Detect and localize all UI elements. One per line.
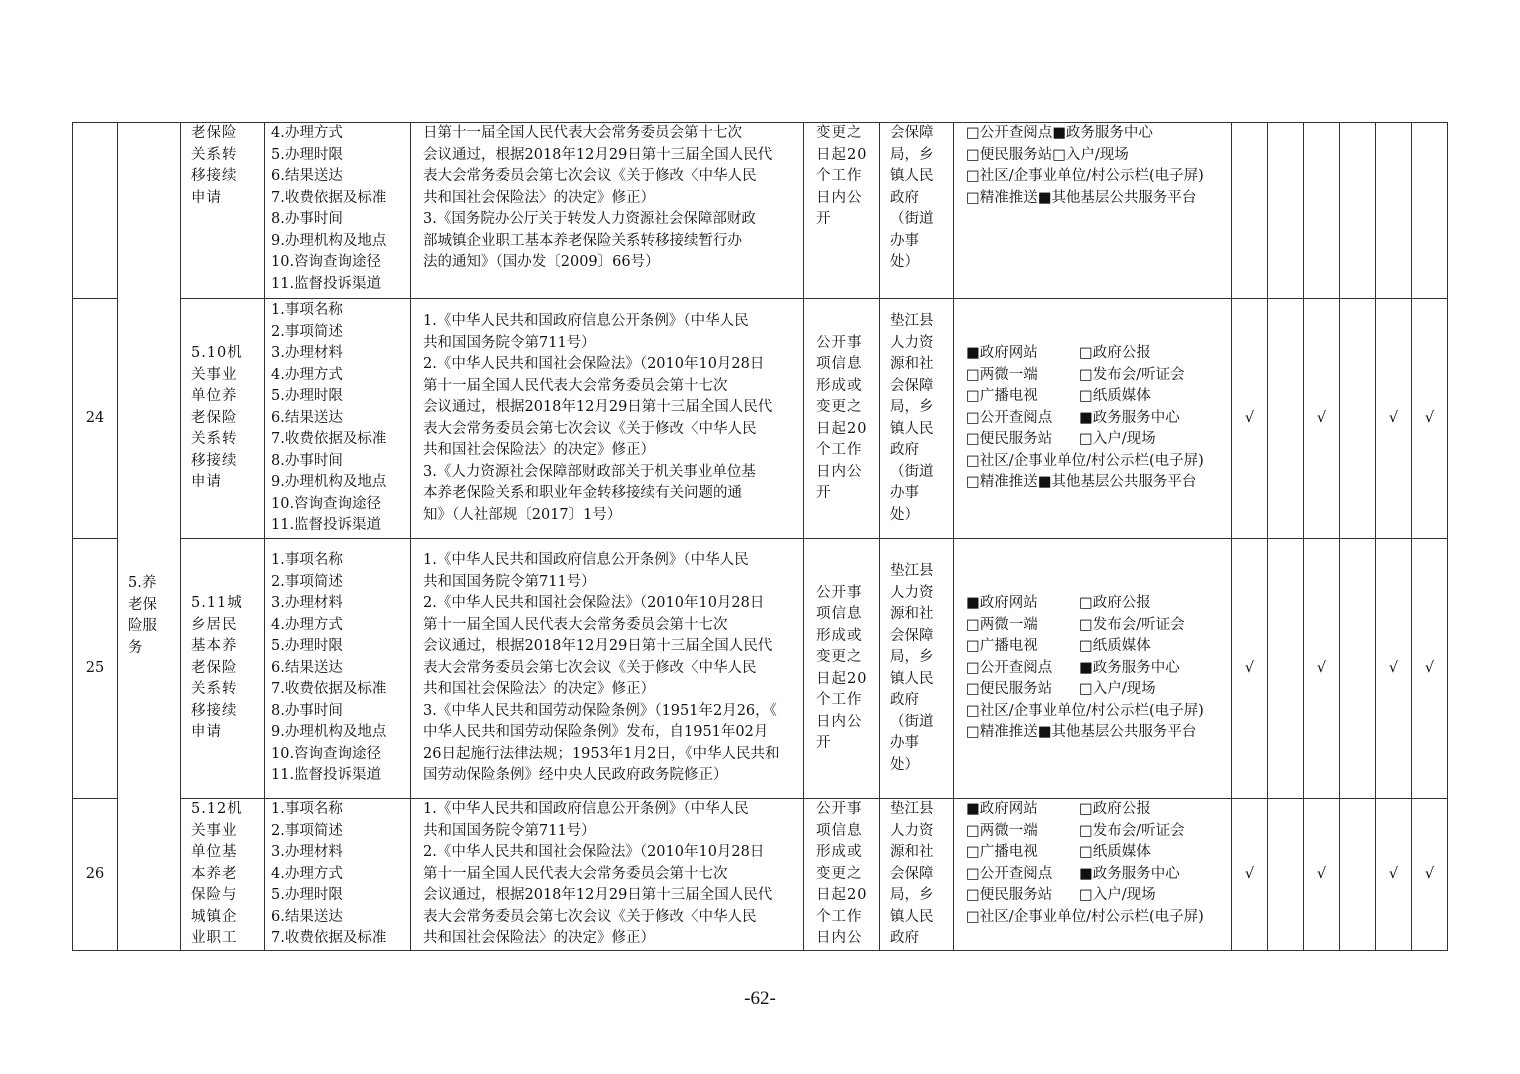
channel-option-line: □精准推送■其他基层公共服务平台 [966,474,1197,491]
checkmark-cell: √ [1304,299,1340,539]
checkmark-cell [1340,299,1376,539]
responsible-body-cell: 垫江县 人力资 源和社 会保障 局，乡 镇人民 政府 （街道 办事 处） [880,539,954,799]
checkmark-cell [1304,123,1340,299]
responsible-body-cell: 会保障 局，乡 镇人民 政府 （街道 办事 处） [880,123,954,299]
channel-option-pair: ■政府网站 □政府公报 [966,801,1151,817]
checkmark-cell: √ [1412,299,1448,539]
checkmark-cell [1268,123,1304,299]
publication-channels-cell [954,799,1232,951]
legal-basis-cell: 1.《中华人民共和国政府信息公开条例》（中华人民 共和国国务院令第711号） 2.《中华人民共和国社会保险法》（2010年10月28日 第十一届全国人民代表大会常务委员会第十七次 会议通过，根据2018年12月29日第十三届全国人民代 表大会常务委员会第七次会议《关于修改〈中华人民 共和国社会保险法〉的决定》修正） [411,799,804,951]
channel-option-pair: □广播电视 □纸质媒体 [966,844,1151,860]
publication-channels-cell [954,299,1232,539]
responsible-body-cell: 垫江县 人力资 源和社 会保障 局，乡 镇人民 政府 [880,799,954,951]
checkmark-cell [1340,123,1376,299]
channel-option-line: □社区/企事业单位/村公示栏(电子屏) [966,168,1204,184]
channel-option-pair: □便民服务站 □入户/现场 [966,431,1156,448]
checkmark-cell: √ [1376,539,1412,799]
checkmark-cell: √ [1412,539,1448,799]
disclosure-items-cell: 1.事项名称 2.事项简述 3.办理材料 4.办理方式 5.办理时限 6.结果送达 7.收费依据及标准 8.办事时间 9.办理机构及地点 10.咨询查询途径 11.监督投诉渠道 [265,299,411,539]
channel-option-pair: □两微一端 □发布会/听证会 [966,616,1185,633]
checkmark-cell [1376,123,1412,299]
channel-option-pair: □公开查阅点■政务服务中心 [966,125,1153,141]
checkmark-cell [1412,123,1448,299]
checkmark-cell [1340,539,1376,799]
disclosure-items-cell: 1.事项名称 2.事项简述 3.办理材料 4.办理方式 5.办理时限 6.结果送达 7.收费依据及标准 8.办事时间 9.办理机构及地点 10.咨询查询途径 11.监督投诉渠道 [265,539,411,799]
checkmark-cell: √ [1232,539,1268,799]
time-limit-cell: 公开事 项信息 形成或 变更之 日起20 个工作 日内公 开 [804,299,880,539]
checkmark-cell: √ [1376,799,1412,951]
service-table [72,122,1448,951]
service-name-cell: 5.12机 关事业 单位基 本养老 保险与 城镇企 业职工 [181,799,265,951]
legal-basis-cell: 日第十一届全国人民代表大会常务委员会第十七次 会议通过，根据2018年12月29日第十三届全国人民代 表大会常务委员会第七次会议《关于修改〈中华人民 共和国社会保险法〉的决定》修正） 3.《国务院办公厅关于转发人力资源社会保障部财政 部城镇企业职工基本养老保险关系转移接续暂行办 法的通知》（国办发〔2009〕66号） [411,123,804,299]
legal-basis-cell: 1.《中华人民共和国政府信息公开条例》（中华人民 共和国国务院令第711号） 2.《中华人民共和国社会保险法》（2010年10月28日 第十一届全国人民代表大会常务委员会第十七次 会议通过，根据2018年12月29日第十三届全国人民代 表大会常务委员会第七次会议《关于修改〈中华人民 共和国社会保险法〉的决定》修正） 3.《中华人民共和国劳动保险条例》（1951年2月26，《 中华人民共和国劳动保险条例》发布，自1951年02月 26日起施行法律法规；1953年1月2日，《中华人民共和 国劳动保险条例》经中央人民政府政务院修正） [411,539,804,799]
channel-option-pair: □公开查阅点 ■政务服务中心 [966,865,1180,882]
table-row [73,299,1448,539]
channel-option-pair: □公开查阅点 ■政务服务中心 [966,659,1180,676]
checkmark-cell: √ [1232,299,1268,539]
row-number: 26 [73,799,118,951]
page-number: -62- [744,988,776,1009]
checkmark-cell [1340,799,1376,951]
channel-option-pair: □便民服务站□入户/现场 [966,146,1129,163]
channel-option-line: □精准推送■其他基层公共服务平台 [966,189,1197,206]
service-name-cell: 5.11城 乡居民 基本养 老保险 关系转 移接续 申请 [181,539,265,799]
checkmark-cell [1268,539,1304,799]
time-limit-cell: 公开事 项信息 形成或 变更之 日起20 个工作 日内公 开 [804,539,880,799]
row-number: 24 [73,299,118,539]
row-number: 25 [73,539,118,799]
channel-option-line: □社区/企事业单位/村公示栏(电子屏) [966,908,1204,925]
channel-option-pair: □公开查阅点 ■政务服务中心 [966,409,1180,426]
service-name-cell: 老保险 关系转 移接续 申请 [181,123,265,299]
time-limit-cell: 公开事 项信息 形成或 变更之 日起20 个工作 日内公 [804,799,880,951]
row-number [73,123,118,299]
legal-basis-cell: 1.《中华人民共和国政府信息公开条例》（中华人民 共和国国务院令第711号） 2.《中华人民共和国社会保险法》（2010年10月28日 第十一届全国人民代表大会常务委员会第十七次 会议通过，根据2018年12月29日第十三届全国人民代 表大会常务委员会第七次会议《关于修改〈中华人民 共和国社会保险法〉的决定》修正） 3.《人力资源社会保障部财政部关于机关事业单位基 本养老保险关系和职业年金转移接续有关问题的通 知》（人社部规〔2017〕1号） [411,299,804,539]
channel-option-pair: □两微一端 □发布会/听证会 [966,822,1185,839]
service-name-cell: 5.10机 关事业 单位养 老保险 关系转 移接续 申请 [181,299,265,539]
checkmark-cell: √ [1232,799,1268,951]
time-limit-cell: 变更之 日起20 个工作 日内公 开 [804,123,880,299]
checkmark-cell [1268,299,1304,539]
publication-channels-cell [954,539,1232,799]
checkmark-cell [1268,799,1304,951]
category-cell [118,123,181,951]
channel-option-pair: □两微一端 □发布会/听证会 [966,366,1185,383]
channel-option-line: □精准推送■其他基层公共服务平台 [966,724,1197,741]
responsible-body-cell: 垫江县 人力资 源和社 会保障 局，乡 镇人民 政府 （街道 办事 处） [880,299,954,539]
checkmark-cell: √ [1304,799,1340,951]
channel-option-pair: □广播电视 □纸质媒体 [966,388,1151,405]
publication-channels-cell [954,123,1232,299]
category-label: 5.养 老保 险服 务 [128,575,157,656]
checkmark-cell [1232,123,1268,299]
table-row [73,539,1448,799]
checkmark-cell: √ [1304,539,1340,799]
disclosure-items-cell: 4.办理方式 5.办理时限 6.结果送达 7.收费依据及标准 8.办事时间 9.办理机构及地点 10.咨询查询途径 11.监督投诉渠道 [265,123,411,299]
channel-option-pair: □广播电视 □纸质媒体 [966,638,1151,655]
table-row [73,799,1448,951]
channel-option-line: □社区/企事业单位/村公示栏(电子屏) [966,702,1204,719]
table-row [73,123,1448,299]
channel-option-pair: ■政府网站 □政府公报 [966,595,1151,612]
channel-option-line: □社区/企事业单位/村公示栏(电子屏) [966,452,1204,469]
channel-option-pair: □便民服务站 □入户/现场 [966,887,1156,903]
checkmark-cell: √ [1376,299,1412,539]
channel-option-pair: ■政府网站 □政府公报 [966,345,1151,362]
disclosure-items-cell: 1.事项名称 2.事项简述 3.办理材料 4.办理方式 5.办理时限 6.结果送达 7.收费依据及标准 [265,799,411,951]
checkmark-cell: √ [1412,799,1448,951]
channel-option-pair: □便民服务站 □入户/现场 [966,681,1156,698]
